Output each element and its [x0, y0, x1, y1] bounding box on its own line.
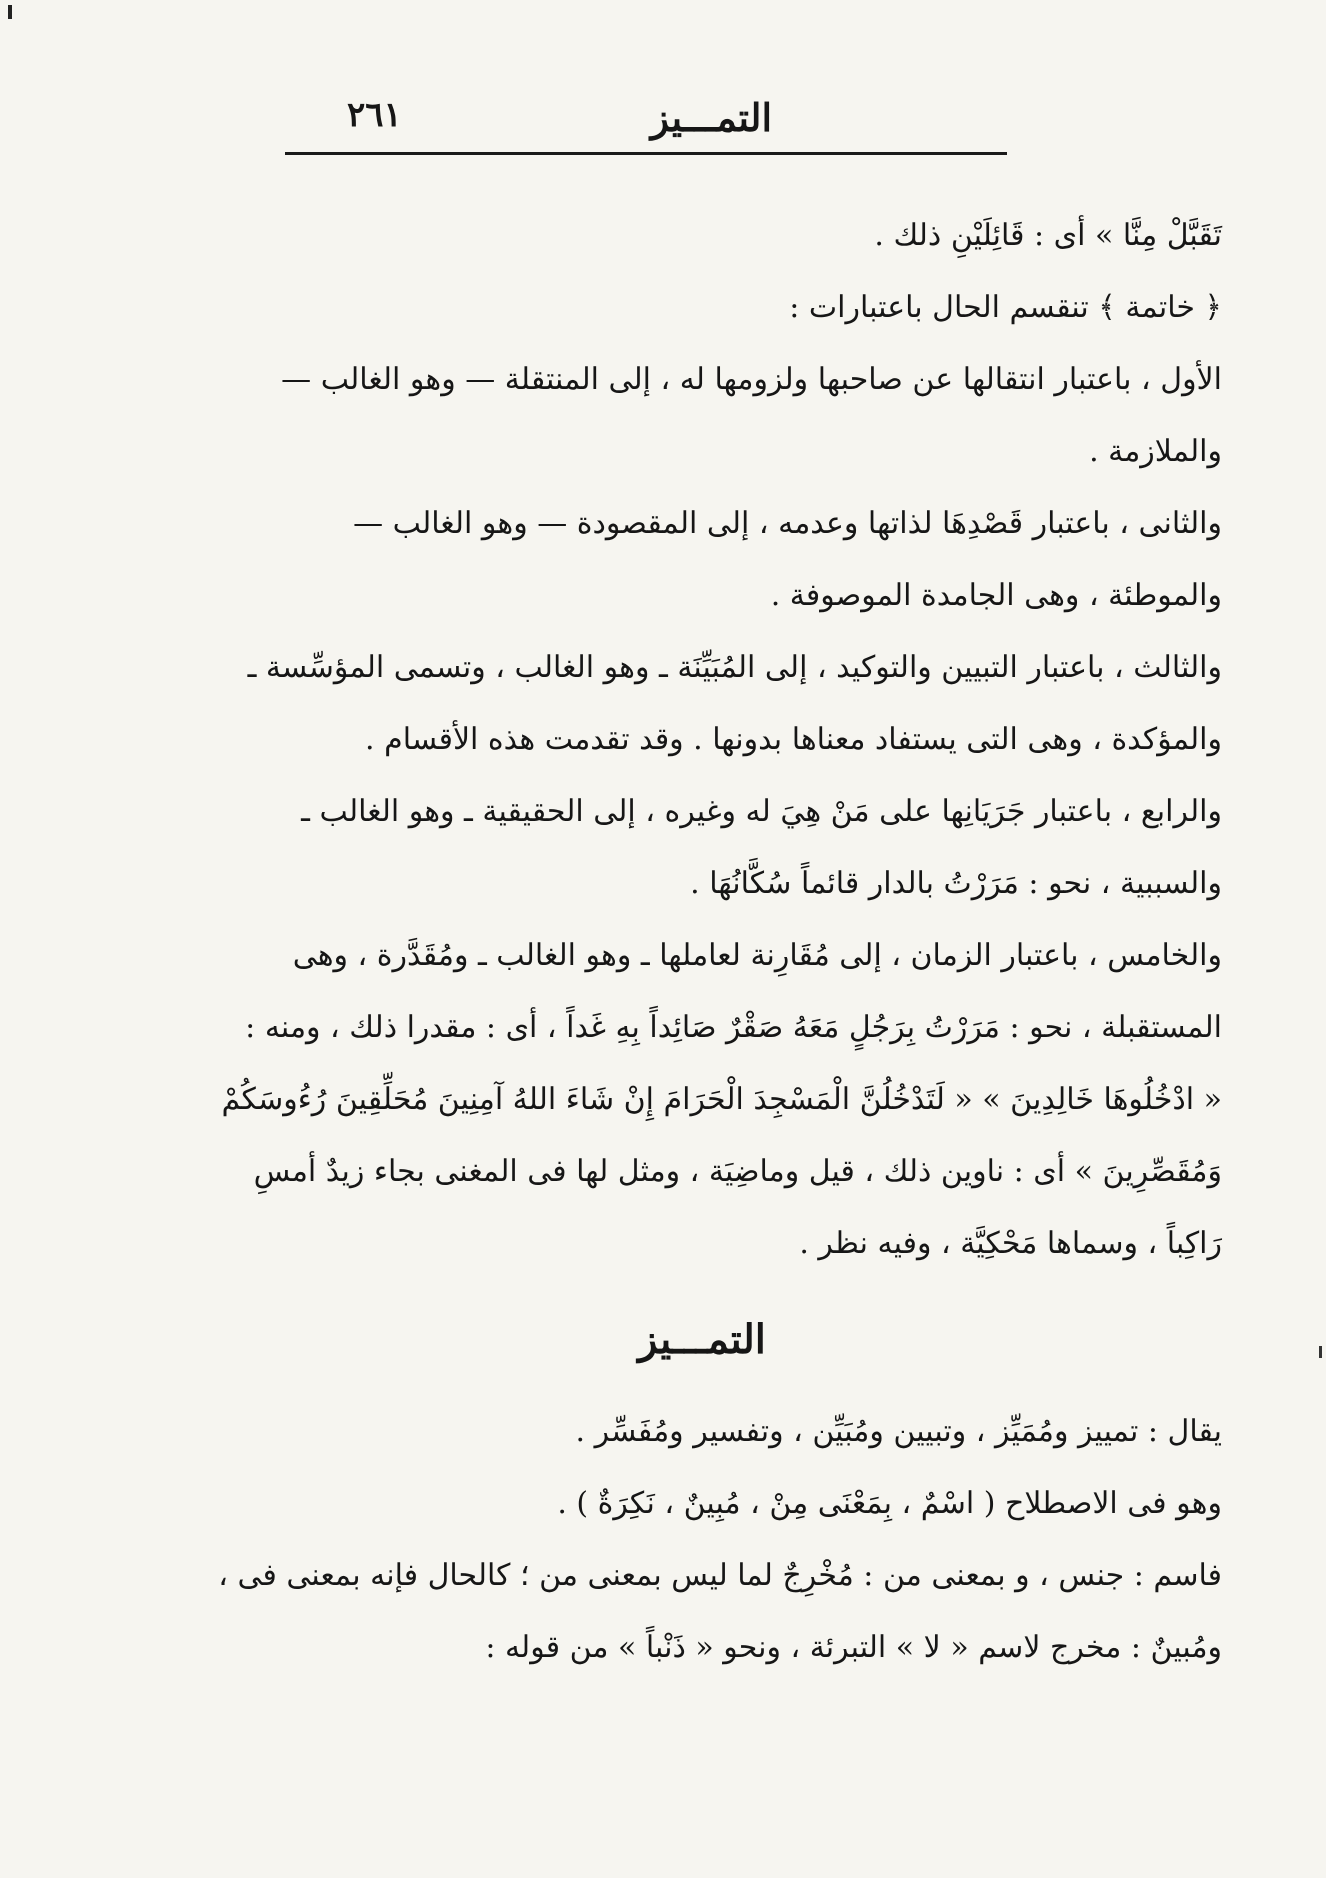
text-line: ﴿ خاتمة ﴾ تنقسم الحال باعتبارات : [789, 290, 1222, 325]
section-title: التمـــيز [638, 1316, 766, 1363]
text-line: والخامس ، باعتبار الزمان ، إلى مُقَارِنة لعاملها ـ وهو الغالب ـ ومُقَدَّرة ، وهى [292, 938, 1222, 973]
text-line: ومُبينٌ : مخرج لاسم « لا » التبرئة ، ونحو « ذَنْباً » من قوله : [485, 1630, 1222, 1665]
text-line: رَاكِباً ، وسماها مَحْكِيَّة ، وفيه نظر . [799, 1226, 1222, 1261]
text-line: والثانى ، باعتبار قَصْدِهَا لذاتها وعدمه ، إلى المقصودة — وهو الغالب — [353, 506, 1222, 541]
scan-edge-mark [1319, 1346, 1322, 1358]
page-number: ٢٦١ [347, 95, 402, 135]
text-line: والملازمة . [1089, 434, 1222, 469]
text-line: والرابع ، باعتبار جَرَيَانِها على مَنْ هِيَ له وغيره ، إلى الحقيقية ـ وهو الغالب ـ [301, 794, 1222, 829]
text-line: والثالث ، باعتبار التبيين والتوكيد ، إلى المُبَيِّنَة ـ وهو الغالب ، وتسمى المؤسِّسة ـ [247, 650, 1222, 685]
page-header [285, 95, 1007, 155]
text-line: تَقَبَّلْ مِنَّا » أى : قَائِلَيْنِ ذلك . [874, 218, 1222, 253]
text-line: والمؤكدة ، وهى التى يستفاد معناها بدونها . وقد تقدمت هذه الأقسام . [365, 722, 1222, 757]
main-text [218, 200, 1222, 1684]
scan-edge-mark [8, 5, 12, 19]
running-title: التمـــيز [650, 95, 772, 140]
text-line: وهو فى الاصطلاح ( اسْمٌ ، بِمَعْنَى مِنْ ، مُبِينٌ ، نَكِرَةٌ ) . [557, 1486, 1222, 1521]
header-rule [285, 152, 1007, 155]
text-line: يقال : تمييز ومُمَيِّز ، وتبيين ومُبَيِّن ، وتفسير ومُفَسِّر . [575, 1414, 1222, 1449]
text-line: « ادْخُلُوهَا خَالِدِينَ » « لَتَدْخُلُنَّ الْمَسْجِدَ الْحَرَامَ إِنْ شَاءَ اللهُ آمِنِينَ مُحَلِّقِينَ رُءُوسَكُمْ [221, 1082, 1222, 1117]
text-line: وَمُقَصِّرِينَ » أى : ناوين ذلك ، قيل وماضِيَة ، ومثل لها فى المغنى بجاء زيدٌ أمسِ [253, 1154, 1222, 1189]
text-line: الأول ، باعتبار انتقالها عن صاحبها ولزومها له ، إلى المنتقلة — وهو الغالب — [281, 362, 1222, 397]
text-line: والسببية ، نحو : مَرَرْتُ بالدار قائماً سُكَّانُهَا . [690, 866, 1222, 901]
text-line: والموطئة ، وهى الجامدة الموصوفة . [770, 578, 1222, 613]
text-line: المستقبلة ، نحو : مَرَرْتُ بِرَجُلٍ مَعَهُ صَقْرٌ صَائِداً بِهِ غَداً ، أى : مقدرا ذلك ، ومنه : [245, 1010, 1222, 1045]
text-line: فاسم : جنس ، و بمعنى من : مُخْرِجٌ لما ليس بمعنى من ؛ كالحال فإنه بمعنى فى ، [218, 1558, 1222, 1593]
